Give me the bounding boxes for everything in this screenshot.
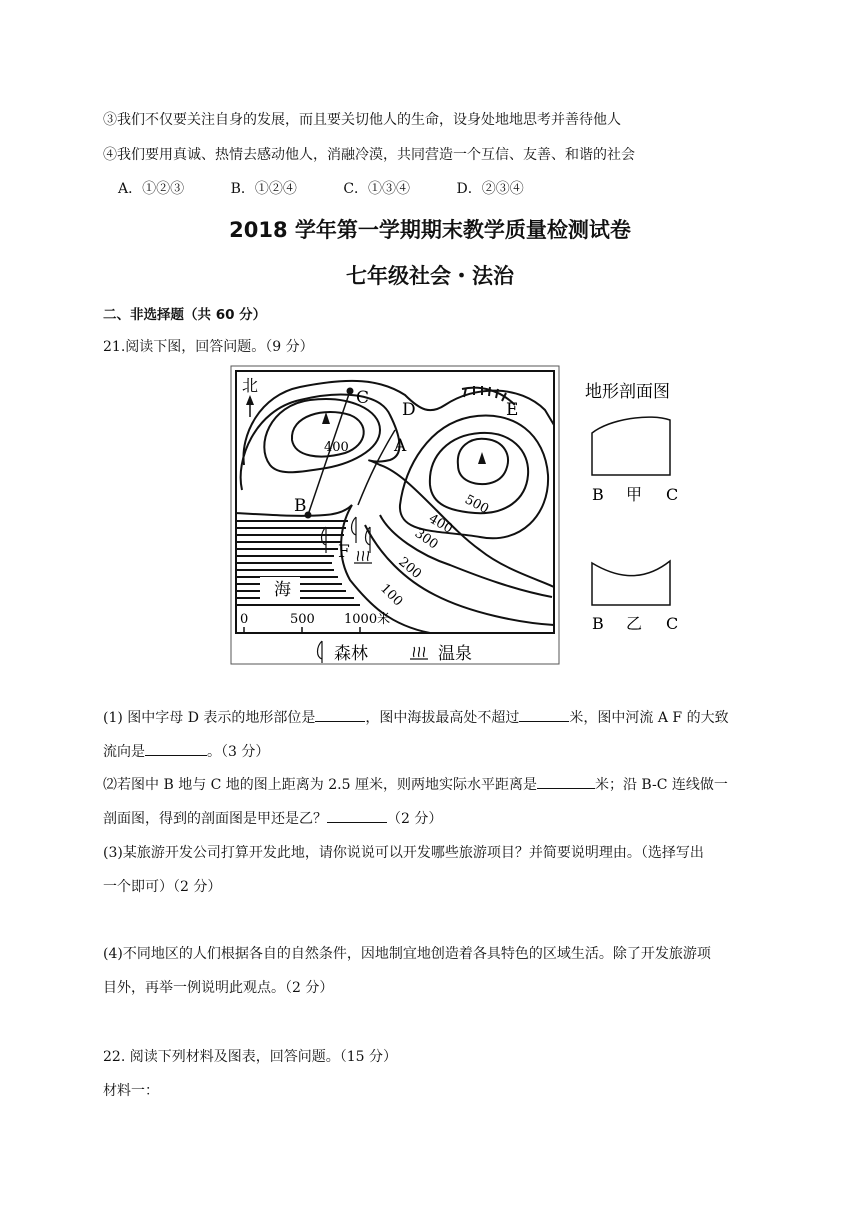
option-a: A．①②③: [118, 181, 185, 197]
profile-yi-left: B: [592, 614, 604, 633]
statement-4: ④我们要用真诚、热情去感动他人，消融冷漠，共同营造一个互信、友善、和谐的社会: [103, 147, 635, 163]
section-heading: 二、非选择题（共 60 分）: [103, 307, 267, 323]
contour-label-400-east: 400: [426, 511, 456, 537]
contour-label-100: 100: [377, 581, 406, 610]
profile-jia-name: 甲: [626, 485, 643, 504]
q21-sub2: ⑵若图中 B 地与 C 地的图上距离为 2.5 厘米，则两地实际水平距离是 米；沿 B-C 连线做一 剖面图，得到的剖面图是甲还是乙？ （2 分）: [103, 768, 763, 836]
answer-blank-flow[interactable]: [145, 741, 207, 756]
svg-text:1000米: 1000米: [344, 612, 391, 627]
profile-jia-shape: [592, 417, 670, 475]
label-f: F: [338, 542, 350, 562]
profile-yi-name: 乙: [626, 614, 643, 633]
q22-material: 材料一：: [103, 1083, 159, 1099]
answer-options: [118, 178, 566, 198]
answer-blank-d[interactable]: [315, 707, 365, 722]
contour-label-500: 500: [462, 492, 492, 518]
q21-sub1: (1) 图中字母 D 表示的地形部位是 ，图中海拔最高处不超过 米，图中河流 A F 的大致 流向是 。（3 分）: [103, 701, 763, 769]
answer-blank-height[interactable]: [519, 707, 569, 722]
contour-label-400-west: 400: [324, 440, 349, 455]
option-d: D．②③④: [456, 181, 524, 197]
profile-yi-right: C: [666, 614, 679, 633]
option-b: B．①②④: [230, 181, 297, 197]
contour-label-300: 300: [411, 525, 441, 553]
q22-stem: 22. 阅读下列材料及图表，回答问题。（15 分）: [103, 1049, 397, 1065]
svg-text:森林: 森林: [334, 644, 368, 664]
q21-sub4: (4)不同地区的人们根据各自的自然条件，因地制宜地创造着各具特色的区域生活。除了开发旅游项 目外，再举一例说明此观点。（2 分）: [103, 946, 711, 996]
svg-text:温泉: 温泉: [438, 644, 472, 664]
profile-jia-left: B: [592, 485, 604, 504]
label-c: C: [356, 388, 370, 408]
svg-text:0: 0: [240, 612, 249, 627]
q21-stem: 21.阅读下图，回答问题。（9 分）: [103, 339, 314, 355]
label-e: E: [506, 400, 519, 420]
label-a: A: [394, 436, 407, 456]
option-c: C．①③④: [343, 181, 411, 197]
q21-sub3: (3)某旅游开发公司打算开发此地，请你说说可以开发哪些旅游项目？并简要说明理由。（选择写出 一个即可）（2 分）: [103, 845, 704, 895]
point-c-dot: [347, 388, 354, 395]
profile-yi-shape: [592, 561, 670, 605]
profile-diagrams: [580, 375, 690, 637]
answer-blank-distance[interactable]: [537, 774, 595, 789]
statement-3: ③我们不仅要关注自身的发展，而且要关切他人的生命，设身处地地思考并善待他人: [103, 112, 621, 128]
label-d: D: [402, 400, 416, 420]
svg-text:500: 500: [290, 612, 315, 627]
contour-label-200: 200: [395, 554, 425, 583]
contour-map: [230, 365, 560, 665]
profile-jia-right: C: [666, 485, 679, 504]
exam-subtitle: 七年级社会・法治: [346, 264, 514, 288]
north-label: 北: [242, 376, 259, 395]
sea-label: 海: [274, 580, 291, 600]
label-b: B: [294, 496, 307, 516]
profile-title: 地形剖面图: [585, 382, 670, 402]
answer-blank-profile[interactable]: [327, 808, 387, 823]
exam-title: 2018 学年第一学期期末教学质量检测试卷: [229, 218, 631, 242]
